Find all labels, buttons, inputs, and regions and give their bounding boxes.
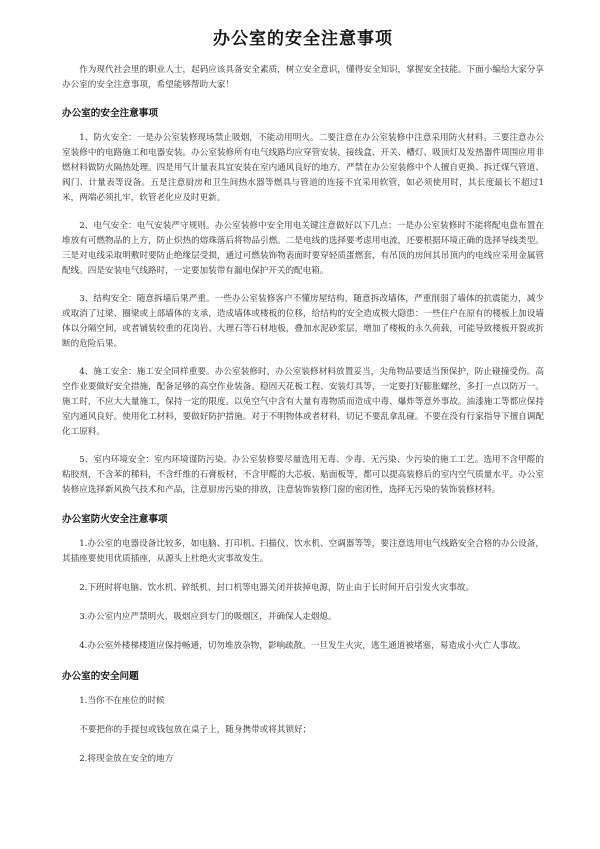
list-item: 1.当你不在座位的时候 [79,696,165,706]
list-item: 2.将现金放在安全的地方 [79,754,174,764]
paragraph-electrical-safety: 2、电气安全：电气安装严守规则。办公室装修中安全用电关键注意做好以下几点：一是办公室装修时不能将配电盘布置在堆放有可燃物品的上方，防止炽热的熔珠落后将物品引燃。二是电线的选择要考虑用电流，还要根据环境正确的选择导线类型。三是对电线采取明敷时要防止绝缘层受损，通过可燃装饰物表面时要穿轻质蛋燃套，有吊顶的房间其吊顶内的电线应采用金属管配线。四是安装电气线路时，一定要加装带有漏电保护开关的配电箱。 [62,221,544,276]
paragraph-construction-safety: 4、施工安全：施工安全同样重要。办公室装修时，办公室装修材料放置妥当，尖角物品要适当预保护，防止碰撞受伤。高空作业要做好安全措施，配备足够的高空作业装备。稳固天花板工程、安装灯具等，一定要打好膨胀螺丝，多打一点以防万一。施工时，不应大大量施工，保持一定的限度。以免空气中含有大量有毒物质而造成中毒、爆炸等意外事故。油漆施工等都应保持室内通风良好。使用化工材料，要做好防护措施。对于不明物体或者材料，切记不要乱拿乱碰。不要在没有行家指导下擅自调配化工原料。 [62,367,544,437]
section-heading-safety-notes: 办公室的安全注意事项 [62,108,158,119]
section-heading-fire-prevention: 办公室防火安全注意事项 [62,514,168,525]
section-heading-safety-issues: 办公室的安全问题 [62,671,139,682]
list-item: 4.办公室外楼梯楼道应保持畅通，切勿堆放杂物，影响疏散。一旦发生火灾，逃生通道被堵塞，易造成小火亡人事故。 [79,641,526,651]
intro-paragraph: 作为现代社会里的职业人士，起码应该具备安全素质，树立安全意识，懂得安全知识，掌握安全技能。下面小编给大家分享办公室的安全注意事项，希望能够帮助大家！ [62,65,544,90]
list-item: 2.下班时将电脑、饮水机、碎纸机、封口机等电器关闭并拔掉电源，防止由于长时间开启引发火灾事故。 [79,583,475,593]
paragraph-fire-safety: 1、防火安全：一是办公室装修现场禁止吸烟，不能动用明火。二要注意在办公室装修中注意采用防火材料。三要注意办公室装修中的电路施工和电器安装。办公室装修所有电气线路均应穿管安装，接线盒、开关、槽灯、吸顶灯及发热器件周围应用非燃材料做防火隔热处理。四是用气计量表具宜安装在室内通风良好的地方，严禁在办公室装修中个人擅自更换、拆迁煤气管道、阀门、计量表等设备。五是注意厨房和卫生间热水器等燃具与管道的连接不宜采用软管，如必须使用时，其长度最长不超过1米，两端必须扎牢，软管老化应及时更新。 [62,133,544,203]
paragraph-environment-safety: 5、室内环境安全：室内环境谨防污染。办公室装修要尽量选用无毒、少毒、无污染、少污染的施工工艺。选用不含甲醛的粘胶剂，不含苯的稀料，不含纤维的石膏板材，不含甲醛的大芯板、贴面板等，都可以提高装修后的室内空气质量水平。办公室装修应选择新风换气技术和产品，注意厨房污染的排放，注意装饰装修门窗的密闭性，选择无污染的装饰装修材料。 [62,455,544,495]
paragraph-structural-safety: 3、结构安全：随意拆墙后果严重。一些办公室装修客户不懂房屋结构，随意拆改墙体，严重削弱了墙体的抗震能力，减少或取消了过梁、圈梁或上部墙体的支承，造成墙体或楼板的位移，给结构的安全造成极大隐患：一些住户在原有的楼板上加设墙体以分隔空间，或者铺装较重的花岗岩、大理石等石材地板，叠加水泥砂浆层，增加了楼板的永久荷载，可能导致楼板开裂或折断的危险后果。 [62,294,544,349]
list-item: 1.办公室的电器设备比较多，如电脑、打印机、扫描仪、饮水机、空调器等等，要注意选用电气线路安全合格的办公设备，其插座要使用优质插座，从源头上杜绝火灾事故发生。 [62,539,544,564]
list-item: 3.办公室内应严禁明火，吸烟应到专门的吸烟区，并确保人走烟熄。 [79,612,337,622]
list-item: 不要把你的手提包或钱包放在桌子上，随身携带或将其锁好； [79,725,312,735]
page-title: 办公室的安全注意事项 [213,29,393,49]
